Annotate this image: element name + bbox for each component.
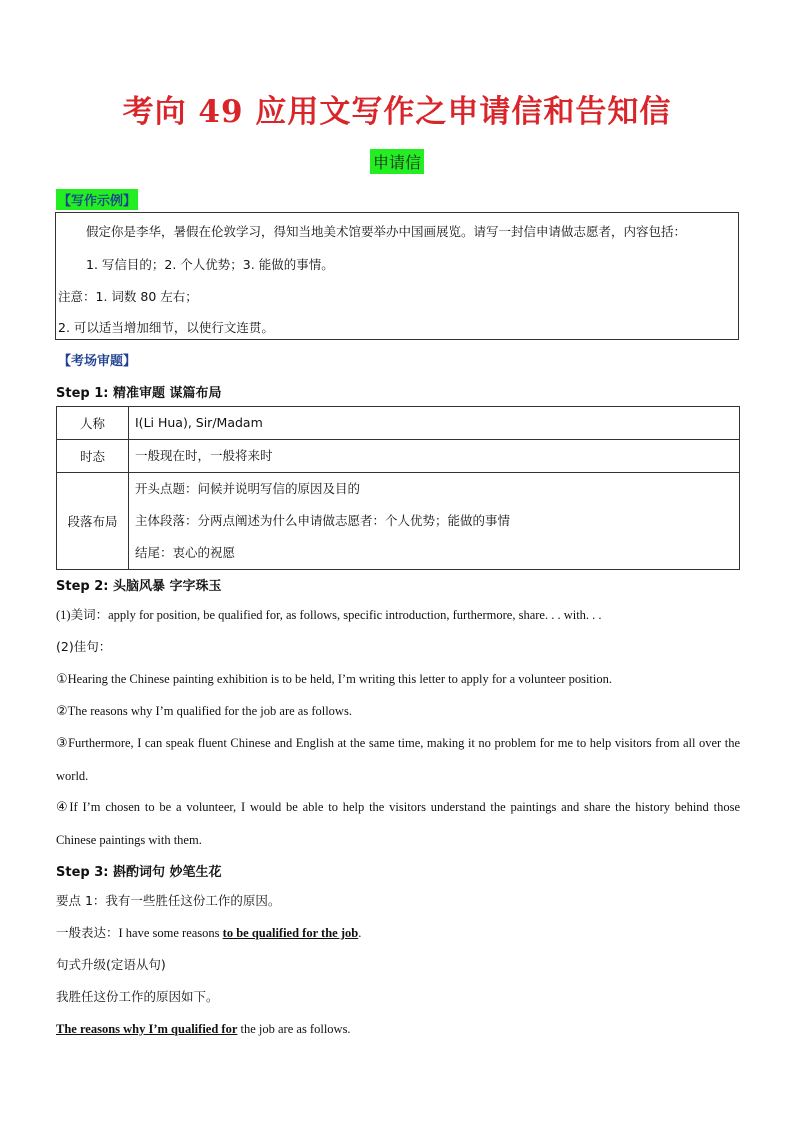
plan-table bbox=[56, 406, 740, 570]
sentence-item: ②The reasons why I’m qualified for the job are as follows. bbox=[56, 704, 352, 719]
upgraded-sentence: The reasons why I’m qualified for the job are as follows. bbox=[56, 1022, 351, 1036]
row-content: I(Li Hua), Sir/Madam bbox=[135, 415, 263, 430]
sentence-item: ④If I’m chosen to be a volunteer, I would be able to help the visitors understand the paintings and share the history behind those Chinese paintings with them. bbox=[56, 800, 741, 847]
sentence-item: ③Furthermore, I can speak fluent Chinese and English at the same time, making it no problem for me to help visitors from all over the world. bbox=[56, 736, 740, 783]
key-point-1: 要点 1：我有一些胜任这份工作的原因。 bbox=[56, 893, 281, 908]
table-row bbox=[57, 440, 740, 473]
table-row bbox=[57, 407, 740, 440]
upgrade-label: 句式升级(定语从句) bbox=[56, 957, 166, 972]
vocab-line: (1)美词：apply for position, be qualified for, as follows, specific introduction, furthermore, share. . . with. . . bbox=[56, 608, 602, 622]
step3-heading: Step 3: 斟酌词句 妙笔生花 bbox=[56, 865, 222, 880]
chinese-sentence: 我胜任这份工作的原因如下。 bbox=[56, 989, 219, 1004]
step2-heading: Step 2: 头脑风暴 字字珠玉 bbox=[56, 579, 222, 594]
writing-prompt-box bbox=[55, 212, 739, 340]
page-title: 考向 49 应用文写作之申请信和告知信 bbox=[122, 94, 672, 130]
sentences-label: (2)佳句： bbox=[56, 639, 112, 654]
general-expression: 一般表达：I have some reasons to be qualified for the job. bbox=[56, 925, 362, 940]
prompt-line: 1. 写信目的；2. 个人优势；3. 能做的事情。 bbox=[86, 257, 334, 272]
highlighted-phrase: The reasons why I’m qualified for bbox=[56, 1022, 238, 1036]
step1-heading: Step 1: 精准审题 谋篇布局 bbox=[56, 386, 222, 401]
writing-example-tag: 【写作示例】 bbox=[56, 189, 138, 210]
section-subtitle: 申请信 bbox=[370, 149, 424, 174]
sentence-item: ①Hearing the Chinese painting exhibition is to be held, I’m writing this letter to apply for a volunteer position. bbox=[56, 672, 612, 687]
table-row bbox=[57, 473, 740, 570]
prompt-line: 注意：1. 词数 80 左右； bbox=[58, 289, 198, 304]
exam-analysis-tag: 【考场审题】 bbox=[58, 354, 137, 369]
row-content: 开头点题：问候并说明写信的原因及目的 bbox=[135, 481, 361, 496]
row-content: 主体段落：分两点阐述为什么申请做志愿者：个人优势；能做的事情 bbox=[135, 513, 511, 528]
highlighted-phrase: to be qualified for the job bbox=[222, 926, 359, 940]
prompt-line: 2. 可以适当增加细节，以使行文连贯。 bbox=[58, 320, 274, 335]
row-content: 一般现在时，一般将来时 bbox=[135, 448, 273, 463]
row-label: 段落布局 bbox=[57, 473, 129, 570]
prompt-line: 假定你是李华，暑假在伦敦学习，得知当地美术馆要举办中国画展览。请写一封信申请做志愿者，内容包括： bbox=[86, 224, 687, 239]
row-content: 结尾：衷心的祝愿 bbox=[135, 545, 236, 560]
row-label: 时态 bbox=[57, 440, 129, 473]
row-label: 人称 bbox=[57, 407, 129, 440]
